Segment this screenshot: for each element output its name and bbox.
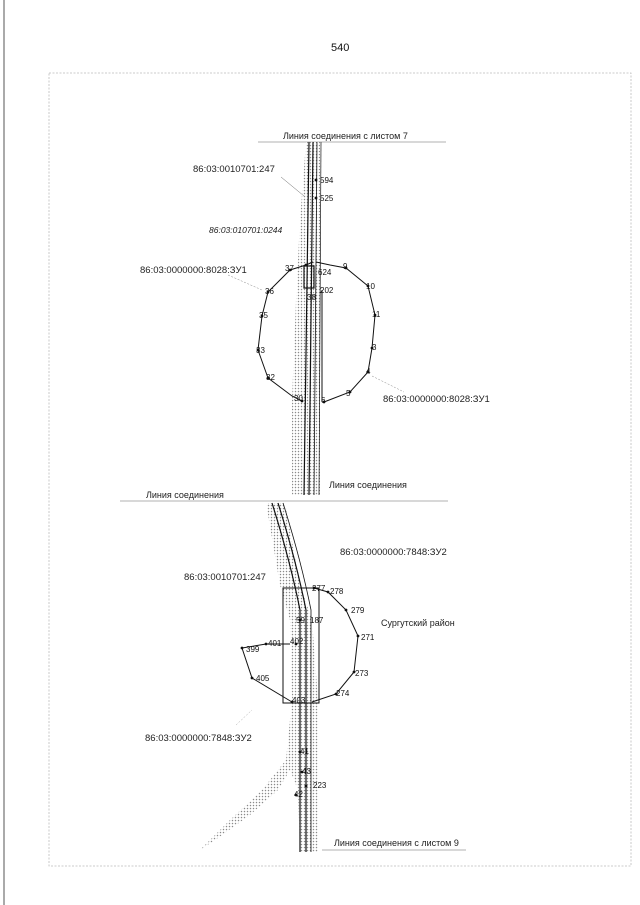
point-label: 274 (336, 689, 350, 698)
point-label: 33 (256, 346, 265, 355)
leader-p1 (281, 177, 304, 196)
parcel-label-3: 86:03:0000000:8028:ЗУ1 (140, 265, 247, 276)
leader-p4 (372, 376, 404, 392)
parcel-label-7: 86:03:0000000:7848:ЗУ2 (145, 733, 252, 744)
point-label: 202 (320, 286, 334, 295)
point-label: 278 (330, 587, 344, 596)
point-label: 5 (346, 389, 351, 398)
point-label: 405 (256, 674, 270, 683)
point-label: 11 (372, 310, 381, 319)
point-label: 624 (318, 268, 332, 277)
point-label: 3 (372, 343, 377, 352)
point-label: 273 (355, 669, 369, 678)
label-link-top-right: Линия соединения (329, 480, 407, 490)
point-label: 43 (302, 767, 311, 776)
point-label: 403 (292, 696, 306, 705)
point-label: 38 (307, 293, 316, 302)
point-label: 4 (366, 367, 371, 376)
point-label: 223 (313, 781, 327, 790)
point-label: 37 (285, 264, 294, 273)
point-label: 36 (265, 287, 274, 296)
point-label: 6 (321, 396, 326, 405)
point-label: 35 (259, 311, 268, 320)
label-district: Сургутский район (381, 618, 455, 628)
point-label: 9 (343, 262, 348, 271)
point-label: 399 (246, 645, 260, 654)
parcel-label-4: 86:03:0000000:8028:ЗУ1 (383, 394, 490, 405)
parcel-label-5: 86:03:0000000:7848:ЗУ2 (340, 547, 447, 558)
point-label: 401 (268, 639, 282, 648)
point-label: 42 (294, 790, 303, 799)
parcel-label-2: 86:03:010701:0244 (209, 225, 283, 235)
point-label: 402 (290, 637, 304, 646)
point-label: 277 (312, 584, 326, 593)
point-label: 187 (310, 616, 324, 625)
point-label: 525 (320, 194, 334, 203)
label-link-bottom-left: Линия соединения (146, 490, 224, 500)
point-label: 279 (351, 606, 365, 615)
point-label: 32 (266, 373, 275, 382)
point-label: 59 (296, 616, 305, 625)
point-label: 594 (320, 176, 334, 185)
sheet-frame (49, 73, 631, 866)
leader-p7 (236, 710, 252, 725)
point-label: 41 (300, 747, 309, 756)
page-number: 540 (331, 42, 350, 54)
point-label: 30 (294, 394, 303, 403)
leader-p3 (228, 275, 262, 290)
label-link-sheet7: Линия соединения с листом 7 (283, 131, 408, 141)
parcel-label-6: 86:03:0010701:247 (184, 572, 266, 583)
label-link-sheet9: Линия соединения с листом 9 (334, 838, 459, 848)
parcel-label-1: 86:03:0010701:247 (193, 164, 275, 175)
point-label: 271 (361, 633, 375, 642)
point-label: 10 (366, 282, 375, 291)
